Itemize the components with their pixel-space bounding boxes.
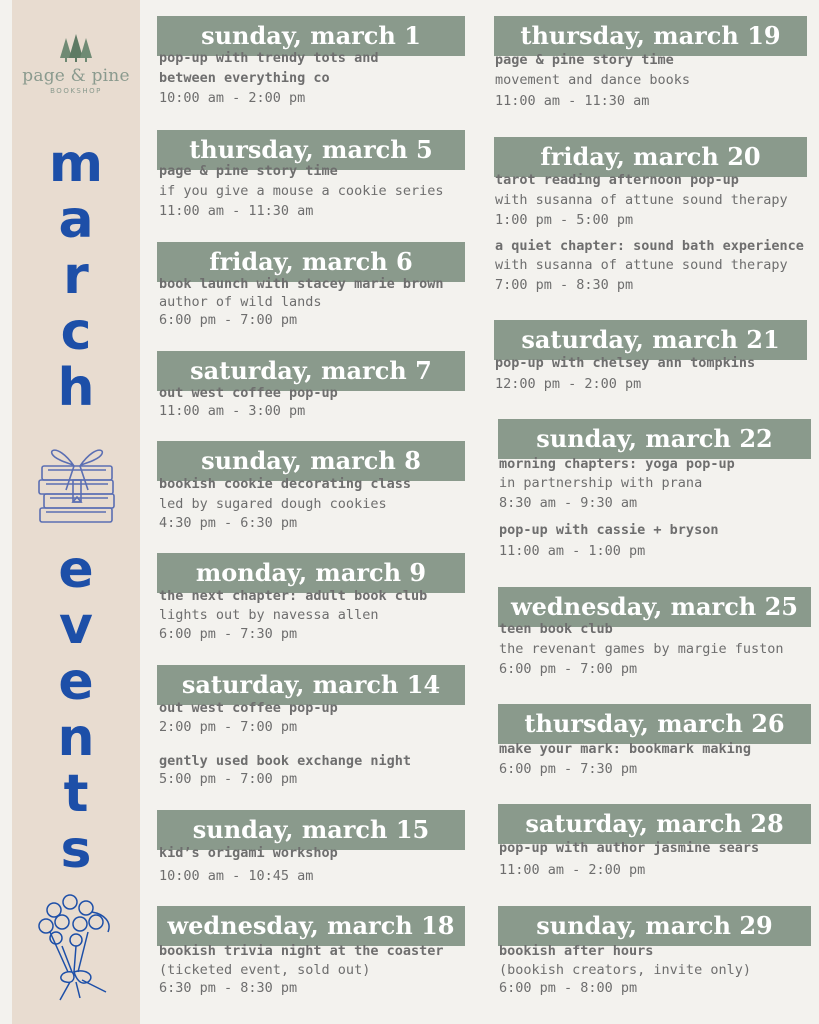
- event-subtitle: led by sugared dough cookies: [159, 496, 387, 512]
- event-time: 6:00 pm - 8:00 pm: [499, 980, 638, 996]
- event-time: 6:00 pm - 7:00 pm: [159, 312, 298, 328]
- day-header: sunday, march 29: [498, 906, 811, 946]
- event-time: 11:00 am - 11:30 am: [495, 93, 650, 109]
- event-time: 7:00 pm - 8:30 pm: [495, 277, 634, 293]
- event-title: morning chapters: yoga pop-up: [499, 456, 735, 472]
- title-letter: c: [60, 302, 92, 362]
- event-title: make your mark: bookmark making: [499, 741, 751, 757]
- event-title: page & pine story time: [159, 163, 338, 179]
- logo-name: page & pine: [22, 66, 130, 86]
- event-subtitle: author of wild lands: [159, 294, 322, 310]
- title-letter: h: [57, 358, 95, 418]
- title-letter: e: [58, 652, 94, 712]
- event-title: teen book club: [499, 621, 613, 637]
- event-time: 6:00 pm - 7:00 pm: [499, 661, 638, 677]
- event-time: 11:00 am - 3:00 pm: [159, 403, 306, 419]
- event-subtitle: in partnership with prana: [499, 475, 703, 491]
- event-time: 8:30 am - 9:30 am: [499, 495, 638, 511]
- title-letter: v: [59, 596, 93, 656]
- day-header: sunday, march 22: [498, 419, 811, 459]
- event-title: out west coffee pop-up: [159, 385, 338, 401]
- event-time: 11:00 am - 1:00 pm: [499, 543, 646, 559]
- event-time: 10:00 am - 2:00 pm: [159, 90, 306, 106]
- flower-bouquet-icon: [32, 892, 124, 1004]
- event-title: pop-up with trendy tots and: [159, 50, 379, 66]
- event-subtitle: if you give a mouse a cookie series: [159, 183, 444, 199]
- event-subtitle: with susanna of attune sound therapy: [495, 192, 788, 208]
- event-title: the next chapter: adult book club: [159, 588, 428, 604]
- event-time: 6:30 pm - 8:30 pm: [159, 980, 298, 996]
- logo-subtitle: BOOKSHOP: [50, 87, 102, 95]
- event-time: 4:30 pm - 6:30 pm: [159, 515, 298, 531]
- event-title: gently used book exchange night: [159, 753, 411, 769]
- title-letter: m: [48, 134, 104, 194]
- title-letter: t: [63, 764, 89, 824]
- event-title: pop-up with author jasmine sears: [499, 840, 760, 856]
- event-time: 6:00 pm - 7:30 pm: [159, 626, 298, 642]
- event-title: a quiet chapter: sound bath experience: [495, 238, 804, 254]
- day-header: thursday, march 5: [157, 130, 465, 170]
- day-header: sunday, march 8: [157, 441, 465, 481]
- title-letter: s: [60, 820, 92, 880]
- day-header: sunday, march 1: [157, 16, 465, 56]
- day-header: saturday, march 21: [494, 320, 807, 360]
- event-time: 2:00 pm - 7:00 pm: [159, 719, 298, 735]
- title-letter: a: [58, 190, 94, 250]
- day-header: saturday, march 14: [157, 665, 465, 705]
- event-title: between everything co: [159, 70, 330, 86]
- pine-trees-icon: [58, 34, 94, 64]
- event-subtitle: with susanna of attune sound therapy: [495, 257, 788, 273]
- day-header: saturday, march 7: [157, 351, 465, 391]
- event-title: bookish trivia night at the coaster: [159, 943, 444, 959]
- gift-books-icon: [36, 430, 118, 526]
- event-time: 5:00 pm - 7:00 pm: [159, 771, 298, 787]
- day-header: sunday, march 15: [157, 810, 465, 850]
- sidebar: [12, 0, 140, 1024]
- event-subtitle: lights out by navessa allen: [159, 607, 379, 623]
- event-title: pop-up with chelsey ann tompkins: [495, 355, 756, 371]
- event-subtitle: movement and dance books: [495, 72, 691, 88]
- event-time: 1:00 pm - 5:00 pm: [495, 212, 634, 228]
- event-subtitle: (ticketed event, sold out): [159, 962, 371, 978]
- logo: [12, 34, 140, 95]
- event-title: tarot reading afternoon pop-up: [495, 172, 739, 188]
- event-time: 6:00 pm - 7:30 pm: [499, 761, 638, 777]
- event-title: out west coffee pop-up: [159, 700, 338, 716]
- day-header: wednesday, march 18: [157, 906, 465, 946]
- day-header: monday, march 9: [157, 553, 465, 593]
- event-title: pop-up with cassie + bryson: [499, 522, 719, 538]
- event-time: 12:00 pm - 2:00 pm: [495, 376, 642, 392]
- event-time: 11:00 am - 2:00 pm: [499, 862, 646, 878]
- day-header: saturday, march 28: [498, 804, 811, 844]
- title-letter: r: [63, 246, 89, 306]
- day-header: friday, march 6: [157, 242, 465, 282]
- event-time: 11:00 am - 11:30 am: [159, 203, 314, 219]
- event-subtitle: the revenant games by margie fuston: [499, 641, 784, 657]
- day-header: friday, march 20: [494, 137, 807, 177]
- title-letter: n: [57, 708, 95, 768]
- event-title: bookish cookie decorating class: [159, 476, 411, 492]
- event-title: page & pine story time: [495, 52, 674, 68]
- event-title: bookish after hours: [499, 943, 654, 959]
- day-header: wednesday, march 25: [498, 587, 811, 627]
- title-letter: e: [58, 540, 94, 600]
- day-header: thursday, march 19: [494, 16, 807, 56]
- event-title: kid’s origami workshop: [159, 845, 338, 861]
- day-header: thursday, march 26: [498, 704, 811, 744]
- event-subtitle: (bookish creators, invite only): [499, 962, 751, 978]
- event-time: 10:00 am - 10:45 am: [159, 868, 314, 884]
- event-title: book launch with stacey marie brown: [159, 276, 444, 292]
